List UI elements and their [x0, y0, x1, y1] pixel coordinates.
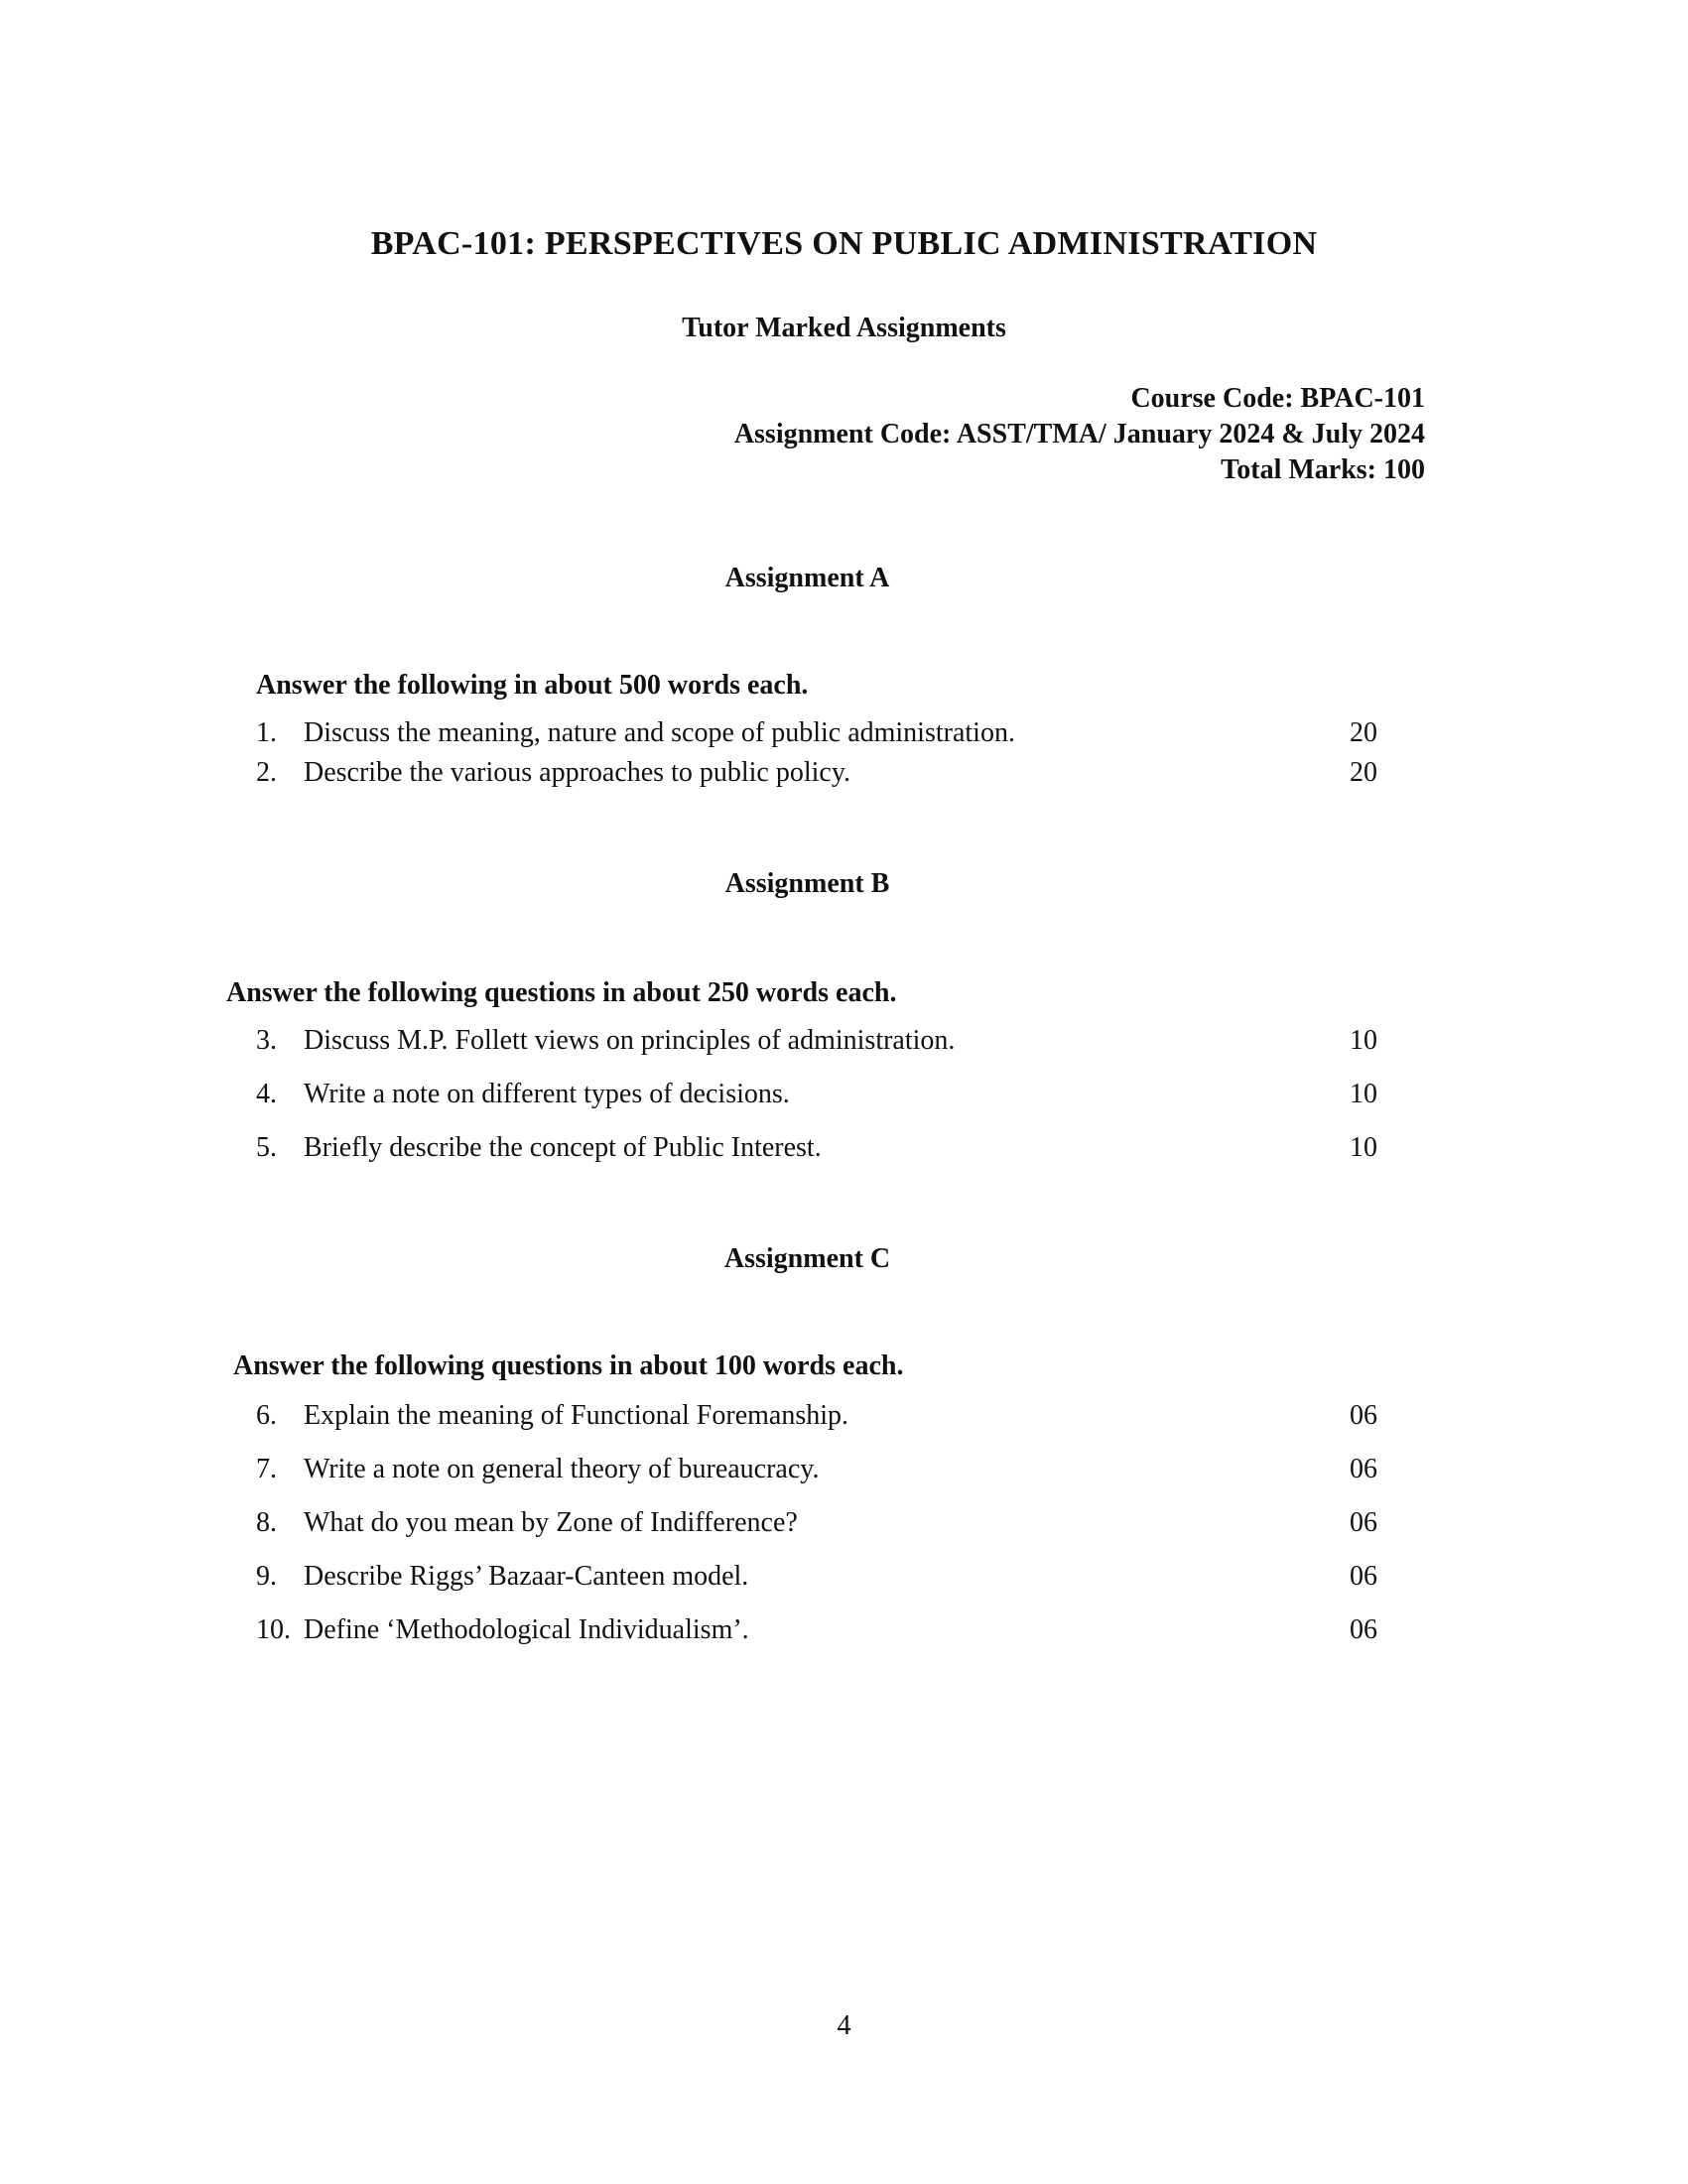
section-heading-b: Assignment B [724, 868, 890, 899]
question-text: Explain the meaning of Functional Foremanship. [304, 1400, 849, 1431]
assignment-meta [433, 381, 1425, 488]
question-marks: 06 [1350, 1507, 1377, 1538]
question-text: Describe Riggs’ Bazaar-Canteen model. [304, 1561, 749, 1592]
question-marks: 20 [1350, 717, 1377, 748]
question-item [256, 1399, 1377, 1453]
question-list-c [256, 1399, 1377, 1647]
section-heading-a: Assignment A [724, 563, 890, 593]
section-heading-c: Assignment C [723, 1243, 891, 1274]
question-text: Discuss M.P. Follett views on principles of administration. [304, 1025, 956, 1056]
question-number: 9. [256, 1561, 277, 1592]
question-text: Discuss the meaning, nature and scope of public administration. [304, 717, 1015, 748]
question-number: 5. [256, 1132, 277, 1163]
question-marks: 20 [1350, 757, 1377, 788]
question-text: Define ‘Methodological Individualism’. [304, 1614, 749, 1645]
course-code: Course Code: BPAC-101 [1130, 383, 1425, 414]
question-text: Write a note on different types of decisions. [304, 1079, 790, 1109]
question-item [256, 1506, 1377, 1560]
page-number: 4 [837, 2010, 851, 2041]
question-list-a [256, 716, 1377, 790]
question-item [256, 716, 1377, 756]
question-text: Describe the various approaches to public policy. [304, 757, 851, 788]
page-title: BPAC-101: PERSPECTIVES ON PUBLIC ADMINISTRATION [370, 225, 1318, 262]
question-text: What do you mean by Zone of Indifference? [304, 1507, 798, 1538]
question-marks: 06 [1350, 1614, 1377, 1645]
question-item [256, 1024, 1377, 1078]
question-marks: 06 [1350, 1400, 1377, 1431]
question-item [256, 756, 1377, 790]
question-marks: 10 [1350, 1079, 1377, 1109]
question-marks: 10 [1350, 1025, 1377, 1056]
assignment-code: Assignment Code: ASST/TMA/ January 2024 & July 2024 [733, 419, 1425, 450]
question-number: 4. [256, 1079, 277, 1109]
question-item [256, 1078, 1377, 1131]
section-instruction-b: Answer the following questions in about 250 words each. [226, 977, 897, 1008]
total-marks: Total Marks: 100 [1221, 454, 1425, 485]
question-number: 7. [256, 1454, 277, 1484]
question-text: Briefly describe the concept of Public Interest. [304, 1132, 822, 1163]
question-number: 3. [256, 1025, 277, 1056]
section-instruction-c: Answer the following questions in about 100 words each. [233, 1350, 904, 1381]
question-marks: 06 [1350, 1561, 1377, 1592]
question-number: 8. [256, 1507, 277, 1538]
question-item [256, 1560, 1377, 1613]
question-list-b [256, 1024, 1377, 1165]
page-subtitle: Tutor Marked Assignments [682, 313, 1006, 343]
question-item [256, 1453, 1377, 1506]
question-item [256, 1131, 1377, 1165]
question-number: 1. [256, 717, 277, 748]
question-number: 6. [256, 1400, 277, 1431]
question-number: 2. [256, 757, 277, 788]
section-instruction-a: Answer the following in about 500 words each. [256, 670, 809, 701]
question-item [256, 1613, 1377, 1647]
question-number: 10. [256, 1614, 291, 1645]
question-marks: 10 [1350, 1132, 1377, 1163]
question-marks: 06 [1350, 1454, 1377, 1484]
question-text: Write a note on general theory of bureaucracy. [304, 1454, 820, 1484]
